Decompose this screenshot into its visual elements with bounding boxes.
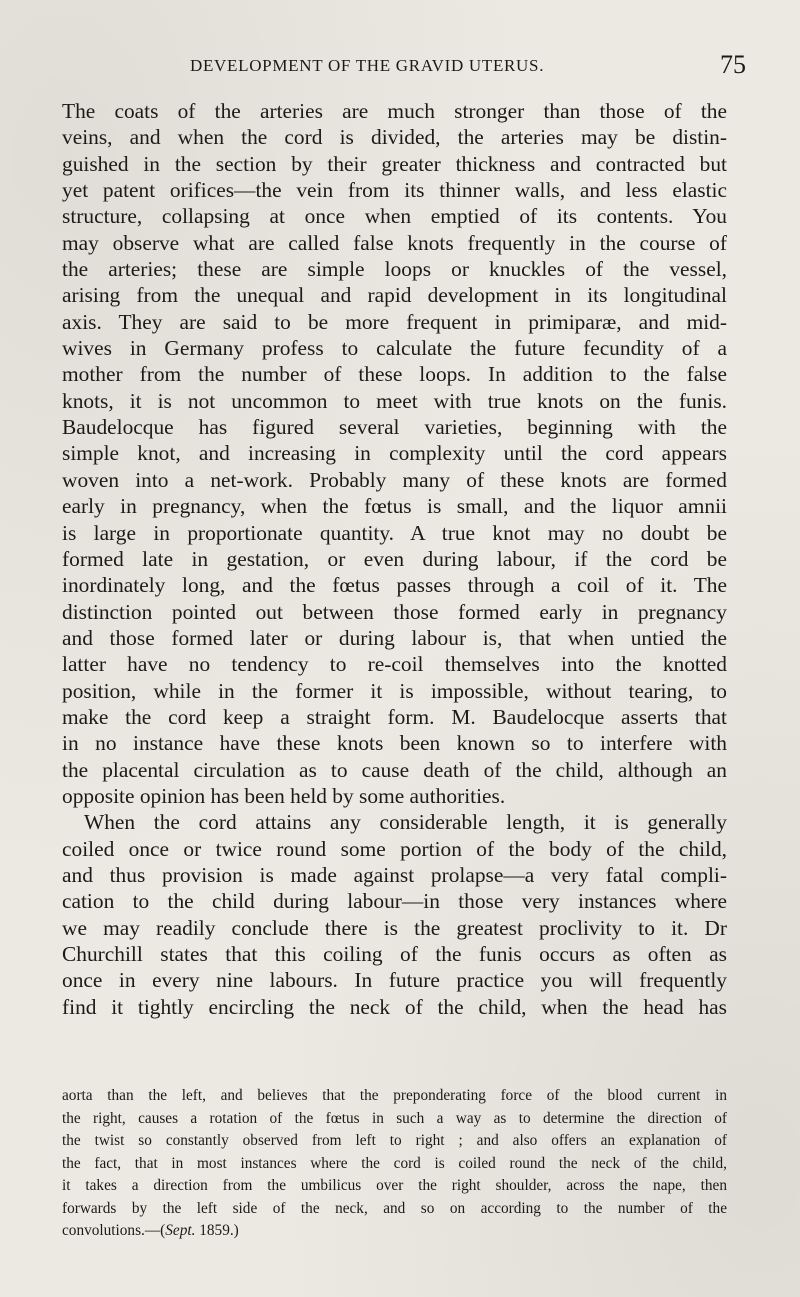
text-line: When the cord attains any considerable length, it is generally (84, 810, 727, 835)
text-line: simple knot, and increasing in complexity until the cord appears (62, 441, 727, 466)
text-line: and those formed later or during labour is, that when untied the (62, 625, 727, 650)
text-line: cation to the child during labour—in those very instances where (62, 889, 727, 914)
text-line: may observe what are called false knots frequently in the course of (62, 230, 727, 255)
footnote-date: Sept. (165, 1222, 196, 1239)
text-line: yet patent orifices—the vein from its thinner walls, and less elastic (62, 178, 727, 203)
text-line: veins, and when the cord is divided, the arteries may be distin- (62, 125, 727, 150)
text-line: Baudelocque has figured several varieties, beginning with the (62, 415, 727, 440)
footnote-line: the fact, that in most instances where the cord is coiled round the neck of the child, (62, 1154, 727, 1172)
footnote-line-start: convolutions.—( (62, 1222, 166, 1239)
text-line: inordinately long, and the fœtus passes through a coil of it. The (62, 573, 727, 598)
text-line: is large in proportionate quantity. A true knot may no doubt be (62, 520, 727, 545)
footnote-final-line (62, 1220, 727, 1243)
text-line: once in every nine labours. In future practice you will frequently (62, 968, 727, 993)
text-line: find it tightly encircling the neck of the child, when the head has (62, 994, 727, 1019)
text-line: the placental circulation as to cause death of the child, although an (62, 757, 727, 782)
text-line: in no instance have these knots been known so to interfere with (62, 731, 727, 756)
text-line: opposite opinion has been held by some authorities. (62, 783, 506, 808)
page-number: 75 (720, 50, 746, 79)
text-line: formed late in gestation, or even during labour, if the cord be (62, 546, 727, 571)
text-line: Churchill states that this coiling of the funis occurs as often as (62, 942, 727, 966)
text-line: make the cord keep a straight form. M. Baudelocque asserts that (62, 704, 727, 729)
text-line: distinction pointed out between those formed early in pregnancy (62, 599, 727, 624)
footnote-line: the twist so constantly observed from left to right ; and also offers an explanation of (62, 1132, 727, 1149)
text-line: guished in the section by their greater thickness and contracted but (62, 151, 727, 176)
footnote-line: forwards by the left side of the neck, and so on according to the number of the (62, 1199, 727, 1217)
text-line: woven into a net-work. Probably many of these knots are formed (62, 467, 727, 492)
text-line: structure, collapsing at once when emptied of its contents. You (62, 204, 727, 229)
running-title: DEVELOPMENT OF THE GRAVID UTERUS. (190, 56, 545, 75)
footnote-line: aorta than the left, and believes that the preponderating force of the blood current in (62, 1087, 727, 1104)
text-line: arising from the unequal and rapid development in its longitudinal (62, 283, 727, 308)
text-line: axis. They are said to be more frequent in primiparæ, and mid- (62, 309, 727, 334)
running-header (0, 50, 800, 80)
main-text (62, 98, 727, 1020)
text-line: we may readily conclude there is the greatest proclivity to it. Dr (62, 915, 727, 940)
text-line: coiled once or twice round some portion of the body of the child, (62, 836, 727, 861)
footnote-line-end: 1859.) (195, 1222, 239, 1239)
text-line: knots, it is not uncommon to meet with true knots on the funis. (62, 388, 727, 413)
text-line: wives in Germany profess to calculate the future fecundity of a (62, 336, 727, 361)
text-line: mother from the number of these loops. In addition to the false (62, 362, 727, 387)
text-line: and thus provision is made against prolapse—a very fatal compli- (62, 862, 727, 887)
footnote-line: it takes a direction from the umbilicus over the right shoulder, across the nape, then (62, 1177, 727, 1194)
footnote (62, 1085, 727, 1243)
text-line: early in pregnancy, when the fœtus is small, and the liquor amnii (62, 494, 727, 519)
text-line: latter have no tendency to re-coil themselves into the knotted (62, 652, 727, 677)
text-line: position, while in the former it is impossible, without tearing, to (62, 678, 727, 703)
text-line: The coats of the arteries are much stronger than those of the (62, 99, 727, 123)
text-line: the arteries; these are simple loops or knuckles of the vessel, (62, 257, 727, 282)
footnote-line: the right, causes a rotation of the fœtus in such a way as to determine the direction of (62, 1109, 727, 1127)
